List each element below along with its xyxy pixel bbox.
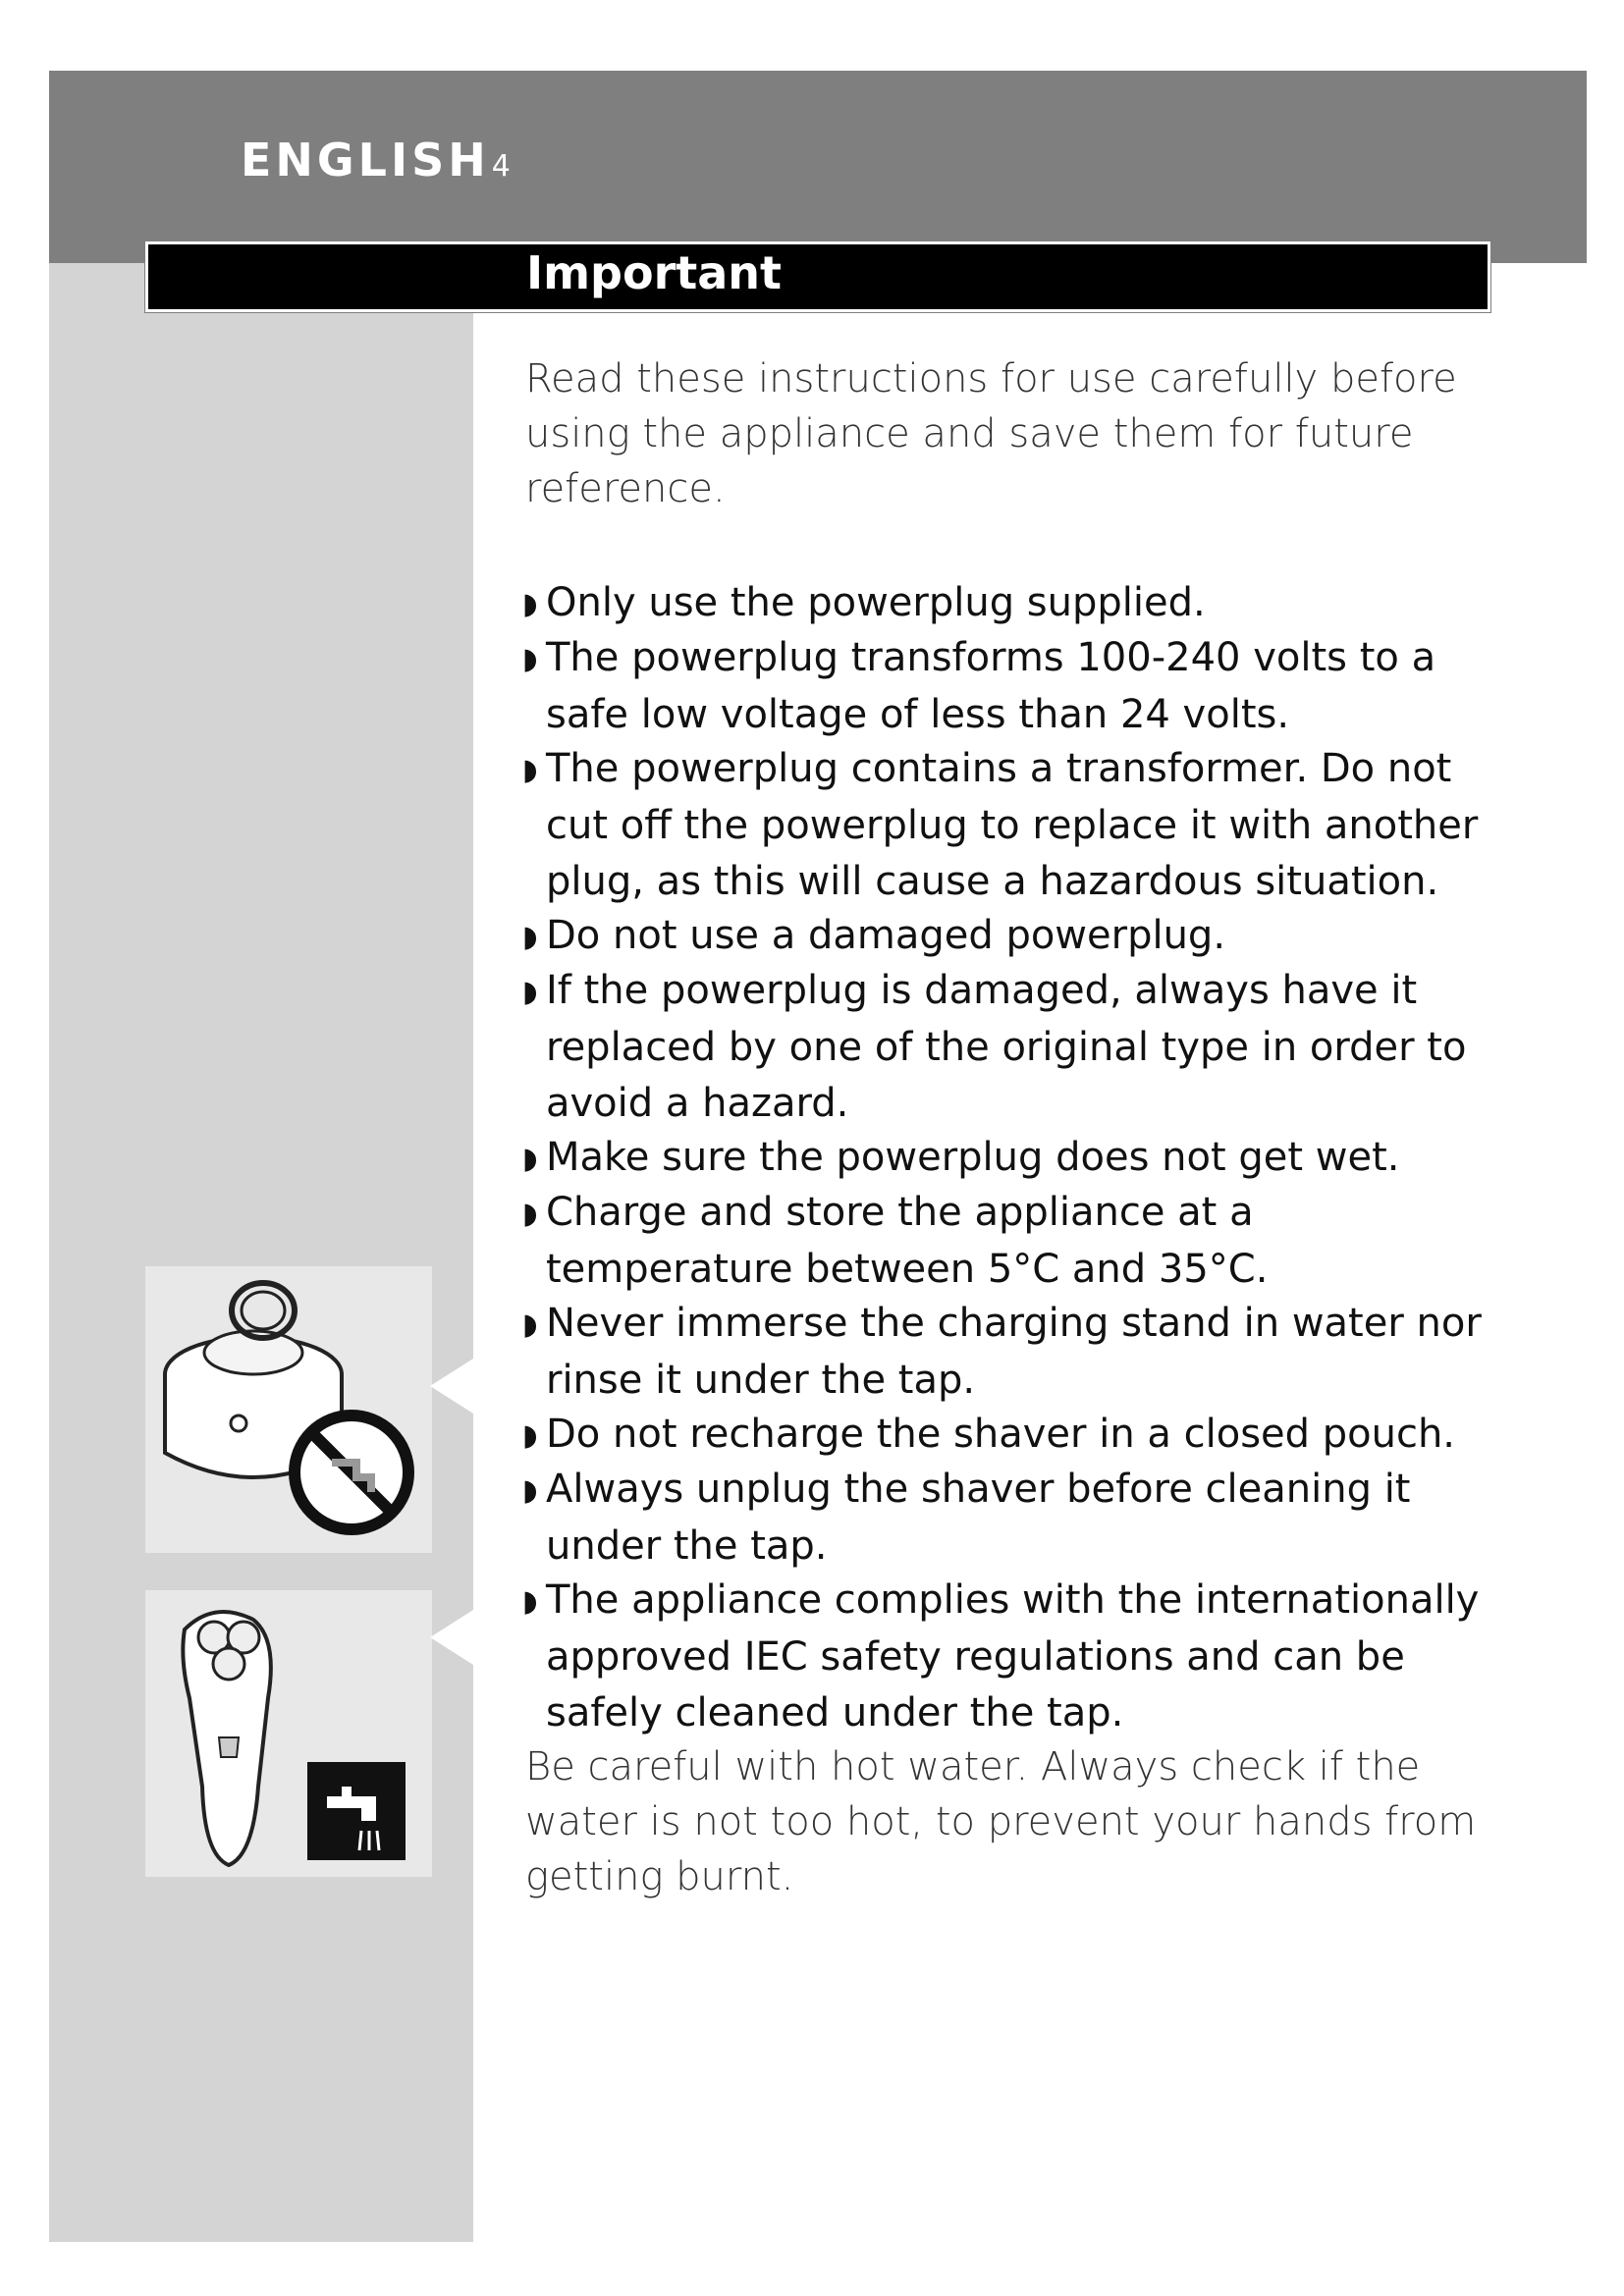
bullet-icon: ◗ <box>522 642 538 676</box>
list-item: ◗ If the powerplug is damaged, always have it replaced by one of the original type in order to avoid a hazard. <box>502 963 1507 1132</box>
bullet-icon: ◗ <box>522 1584 538 1619</box>
page-number: 4 <box>491 149 511 184</box>
section-title-bar <box>145 241 1490 312</box>
list-item: ◗ Make sure the powerplug does not get wet. <box>502 1130 1507 1187</box>
bullet-icon: ◗ <box>522 1418 538 1453</box>
list-item: ◗ The powerplug transforms 100-240 volts to a safe low voltage of less than 24 volts. <box>502 630 1507 743</box>
bullet-icon: ◗ <box>522 587 538 621</box>
list-item: ◗ Never immerse the charging stand in water nor rinse it under the tap. <box>502 1296 1507 1409</box>
bullet-icon: ◗ <box>522 1142 538 1176</box>
bullet-icon: ◗ <box>522 920 538 954</box>
list-item: ◗ Do not use a damaged powerplug. <box>502 908 1507 965</box>
safety-rules-list <box>522 575 1507 1741</box>
content-column <box>522 351 1507 1944</box>
bullet-icon: ◗ <box>522 1308 538 1342</box>
left-margin-column <box>49 263 473 2242</box>
list-item: ◗ Only use the powerplug supplied. <box>502 575 1507 632</box>
list-item: ◗ The appliance complies with the internationally approved IEC safety regulations and can be safely cleaned under the tap. <box>502 1573 1507 1741</box>
language-name: ENGLISH <box>241 133 490 187</box>
section-title: Important <box>526 246 783 299</box>
list-item: ◗ Do not recharge the shaver in a closed pouch. <box>502 1407 1507 1464</box>
bullet-icon: ◗ <box>522 753 538 787</box>
bullet-icon: ◗ <box>522 1473 538 1508</box>
list-item: ◗ Charge and store the appliance at a temperature between 5°C and 35°C. <box>502 1185 1507 1298</box>
intro-paragraph: Read these instructions for use carefully before using the appliance and save them for future reference. <box>525 356 1457 511</box>
warning-paragraph: Be careful with hot water. Always check if the water is not too hot, to prevent your hands from getting burnt. <box>525 1744 1477 1899</box>
bullet-icon: ◗ <box>522 975 538 1009</box>
charging-stand-no-water-icon <box>145 1266 432 1553</box>
bullet-icon: ◗ <box>522 1197 538 1231</box>
list-item: ◗ The powerplug contains a transformer. Do not cut off the powerplug to replace it with another plug, as this will cause a hazardous situation. <box>502 741 1507 910</box>
list-item: ◗ Always unplug the shaver before cleaning it under the tap. <box>502 1462 1507 1575</box>
pointer-arrow <box>430 1610 473 1665</box>
shaver-tap-water-icon <box>145 1590 432 1877</box>
pointer-arrow <box>430 1359 473 1414</box>
language-label <box>241 133 511 187</box>
